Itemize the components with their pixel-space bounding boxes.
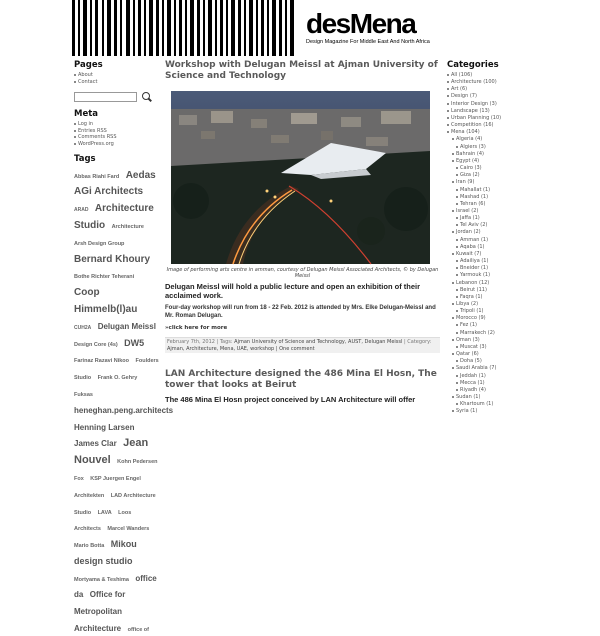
tags-heading: Tags <box>74 153 96 164</box>
barcode-bar <box>126 0 130 56</box>
meta-link-login[interactable]: Log in <box>74 121 160 128</box>
category-item[interactable]: Saudi Arabia (7) <box>447 365 533 372</box>
post-2 <box>165 369 440 404</box>
right-sidebar <box>447 60 533 416</box>
category-item[interactable]: Urban Planning (10) <box>447 115 533 122</box>
post-photo[interactable] <box>171 91 430 264</box>
photo-caption: Image of performing arts centre in amman, courtesy of Delugan Meissl Associated Architects, © by Delugan Meissl <box>166 267 439 279</box>
category-item[interactable]: Bahrain (4) <box>447 151 533 158</box>
category-item[interactable]: Libya (2) <box>447 301 533 308</box>
tag-link[interactable]: Loos Architects <box>74 509 132 533</box>
barcode-bar <box>102 0 104 56</box>
tag-link[interactable]: Bernard Khoury <box>74 253 151 265</box>
meta-widget <box>74 109 160 147</box>
barcode-bar <box>238 0 241 56</box>
barcode-bar <box>215 0 217 56</box>
category-item[interactable]: Kuwait (7) <box>447 251 533 258</box>
barcode-bar <box>267 0 269 56</box>
category-item[interactable]: Jeddah (1) <box>447 373 533 380</box>
amman-night-photo <box>171 91 430 264</box>
category-item[interactable]: Tripoli (1) <box>447 308 533 315</box>
barcode-bar <box>78 0 80 56</box>
category-item[interactable]: Amman (1) <box>447 237 533 244</box>
barcode-bar <box>190 0 194 56</box>
tag-link[interactable]: Office for Metropolitan Architecture <box>74 590 126 634</box>
tag-link[interactable]: ARAD <box>74 207 89 214</box>
category-item[interactable]: Morocco (9) <box>447 315 533 322</box>
category-item[interactable]: Jordan (2) <box>447 229 533 236</box>
tag-link[interactable]: Fuksas <box>74 391 93 398</box>
category-item[interactable]: Sudan (1) <box>447 394 533 401</box>
categories-widget <box>447 60 533 416</box>
main-content <box>165 60 440 404</box>
category-item[interactable]: Yarmouk (1) <box>447 272 533 279</box>
category-item[interactable]: Aqaba (1) <box>447 244 533 251</box>
search-icon[interactable] <box>141 91 153 103</box>
category-item[interactable]: Interior Design (3) <box>447 101 533 108</box>
category-item[interactable]: Khartoum (1) <box>447 401 533 408</box>
category-item[interactable]: Tel Aviv (2) <box>447 222 533 229</box>
barcode-bar <box>231 0 235 56</box>
pages-list <box>74 72 160 85</box>
category-item[interactable]: Algeria (4) <box>447 136 533 143</box>
barcode-bar <box>249 0 253 56</box>
tag-link[interactable]: Bothe Richter Teherani <box>74 274 135 281</box>
post-date: February 7th, 2012 | Tags: <box>167 339 233 345</box>
post-lead: Delugan Meissl will hold a public lecture and open an exhibition of their acclaimed work. <box>165 282 421 300</box>
site-header <box>72 0 528 58</box>
site-tagline: Design Magazine For Middle East And North Africa <box>306 39 430 45</box>
category-item[interactable]: Egypt (4) <box>447 158 533 165</box>
tag-cloud <box>74 166 174 634</box>
post-title[interactable]: LAN Architecture designed the 486 Mina El Hosn, The tower that looks at Beirut <box>165 369 437 390</box>
barcode-bar <box>72 0 75 56</box>
tag-link[interactable]: Henning Larsen <box>74 422 135 432</box>
tag-link[interactable]: AGi Architects <box>74 186 144 198</box>
barcode-bar <box>133 0 135 56</box>
barcode-bar <box>156 0 159 56</box>
post-body: Four-day workshop will run from 18 - 22 Feb. 2012 is attended by Mrs. Elke Delugan-Meissl and Mr. Roman Delugan. <box>165 305 436 319</box>
post-tags[interactable]: Ajman University of Science and Technology, AUST, Delugan Meissl <box>234 339 403 345</box>
tag-link[interactable]: CUH2A <box>74 324 92 331</box>
category-item[interactable]: Fez (1) <box>447 322 533 329</box>
category-item[interactable]: Mecca (1) <box>447 380 533 387</box>
category-item[interactable]: Israel (2) <box>447 208 533 215</box>
barcode-bar <box>167 0 171 56</box>
category-item[interactable]: Marrakech (2) <box>447 330 533 337</box>
read-more-link[interactable]: »click here for more <box>165 325 228 331</box>
category-item[interactable]: Design (7) <box>447 93 533 100</box>
category-item[interactable]: Riyadh (4) <box>447 387 533 394</box>
tag-link[interactable]: James Clar <box>74 439 117 449</box>
category-item[interactable]: Architecture (100) <box>447 79 533 86</box>
category-item[interactable]: Iran (9) <box>447 179 533 186</box>
tag-link[interactable]: Architecture <box>111 223 144 230</box>
barcode-bar <box>83 0 87 56</box>
site-logo[interactable]: desMena <box>306 8 416 39</box>
post-meta <box>165 337 440 353</box>
barcode-bar <box>290 0 294 56</box>
tag-link[interactable]: Foulders Studio <box>74 358 159 382</box>
tag-link[interactable]: Jean Nouvel <box>74 437 149 467</box>
barcode-bar <box>279 0 282 56</box>
barcode-bar <box>179 0 182 56</box>
category-item[interactable]: Adailiya (1) <box>447 258 533 265</box>
barcode-bar <box>261 0 264 56</box>
post-comments-link[interactable]: | One comment <box>275 345 315 352</box>
tag-link[interactable]: Aedas <box>125 169 156 181</box>
barcode-bar <box>144 0 146 56</box>
barcode-bar <box>203 0 205 56</box>
category-item[interactable]: Mahallat (1) <box>447 187 533 194</box>
barcode-bar <box>208 0 212 56</box>
barcode-bar <box>226 0 228 56</box>
tag-link[interactable]: LAD Architecture Studio <box>74 492 156 516</box>
category-item[interactable]: Lebanon (12) <box>447 280 533 287</box>
post-title[interactable]: Workshop with Delugan Meissl at Ajman University of Science and Technology <box>165 60 438 81</box>
meta-link-comments-rss[interactable]: Comments RSS <box>74 134 160 141</box>
category-item[interactable]: Algiers (3) <box>447 144 533 151</box>
tag-link[interactable]: Mortyama & Teshima <box>74 576 129 583</box>
meta-link-entries-rss[interactable]: Entries RSS <box>74 128 160 135</box>
page-link-about[interactable]: About <box>74 72 160 79</box>
category-item[interactable]: Competition (16) <box>447 122 533 129</box>
tag-link[interactable]: office da <box>74 573 157 600</box>
category-item[interactable]: Muscat (3) <box>447 344 533 351</box>
meta-link-wordpress[interactable]: WordPress.org <box>74 141 160 148</box>
category-item[interactable]: Faqra (1) <box>447 294 533 301</box>
category-item[interactable]: Oman (3) <box>447 337 533 344</box>
left-sidebar <box>74 60 174 634</box>
category-item[interactable]: Beirut (11) <box>447 287 533 294</box>
meta-list <box>74 121 160 147</box>
meta-heading: Meta <box>74 109 99 120</box>
tag-link[interactable]: Abbas Riahi Fard <box>74 173 120 180</box>
category-item[interactable]: Jaffa (1) <box>447 215 533 222</box>
category-item[interactable]: Mena (104) <box>447 129 533 136</box>
barcode-bar <box>114 0 117 56</box>
barcode-bar <box>256 0 258 56</box>
tag-link[interactable]: Farinaz Razavi Nikoo <box>74 358 130 365</box>
barcode-bar <box>107 0 111 56</box>
category-item[interactable]: Doha (5) <box>447 358 533 365</box>
tags-widget <box>74 153 174 634</box>
post-1 <box>165 60 440 353</box>
pages-heading: Pages <box>74 60 103 70</box>
barcode-bar <box>162 0 164 56</box>
tag-link[interactable]: Kohn Pedersen Fox <box>74 459 158 482</box>
tag-link[interactable]: DW5 <box>124 337 145 348</box>
category-item[interactable]: Cairo (3) <box>447 165 533 172</box>
barcode-bar <box>95 0 98 56</box>
tag-link[interactable]: Arsh Design Group <box>74 240 125 247</box>
tag-link[interactable]: Marcel Wanders <box>107 526 150 533</box>
barcode-bar <box>174 0 176 56</box>
barcode-bar <box>220 0 223 56</box>
category-item[interactable]: Giza (2) <box>447 172 533 179</box>
pages-widget <box>74 60 160 85</box>
category-item[interactable]: Tehran (6) <box>447 201 533 208</box>
barcode-bar <box>185 0 187 56</box>
category-item[interactable]: Bneider (1) <box>447 265 533 272</box>
tag-link[interactable]: Coop Himmelb(l)au <box>74 287 138 315</box>
tag-link[interactable]: LAVA <box>97 509 112 516</box>
tag-link[interactable]: Frank O. Gehry <box>97 375 138 382</box>
barcode-bar <box>90 0 92 56</box>
category-item[interactable]: Art (6) <box>447 86 533 93</box>
categories-heading: Categories <box>447 60 499 70</box>
post-body: The 486 Mina El Hosn project conceived by LAN Architecture will offer <box>165 395 416 404</box>
search-form <box>74 91 160 103</box>
tag-link[interactable]: Architecture Studio <box>74 203 154 231</box>
category-item[interactable]: Landscape (13) <box>447 108 533 115</box>
page-link-contact[interactable]: Contact <box>74 79 160 86</box>
post-categories[interactable]: Ajman, Architecture, Mena, UAE, workshop <box>167 345 275 352</box>
barcode-bar <box>285 0 287 56</box>
category-item[interactable]: All (106) <box>447 72 533 79</box>
barcode-bar <box>272 0 276 56</box>
post-category-label: | Category: <box>404 339 432 345</box>
barcode-bar <box>244 0 246 56</box>
categories-list <box>447 72 533 416</box>
tag-link[interactable]: Mikou design studio <box>74 539 137 566</box>
barcode-bar <box>120 0 122 56</box>
category-item[interactable]: Qatar (6) <box>447 351 533 358</box>
tag-link[interactable]: Design Core (4s) <box>74 341 118 348</box>
barcode-bar <box>149 0 153 56</box>
category-item[interactable]: Syria (1) <box>447 408 533 415</box>
category-item[interactable]: Mashad (1) <box>447 194 533 201</box>
tag-link[interactable]: KSP Juergen Engel Architekten <box>74 475 141 499</box>
barcode-bar <box>197 0 200 56</box>
barcode-bar <box>138 0 141 56</box>
tag-link[interactable]: Mario Botta <box>74 543 105 550</box>
tag-link[interactable]: office of <box>127 627 149 634</box>
search-input[interactable] <box>74 92 137 102</box>
tag-link[interactable]: heneghan.peng.architects <box>74 405 174 415</box>
tag-link[interactable]: Delugan Meissl <box>97 321 156 331</box>
